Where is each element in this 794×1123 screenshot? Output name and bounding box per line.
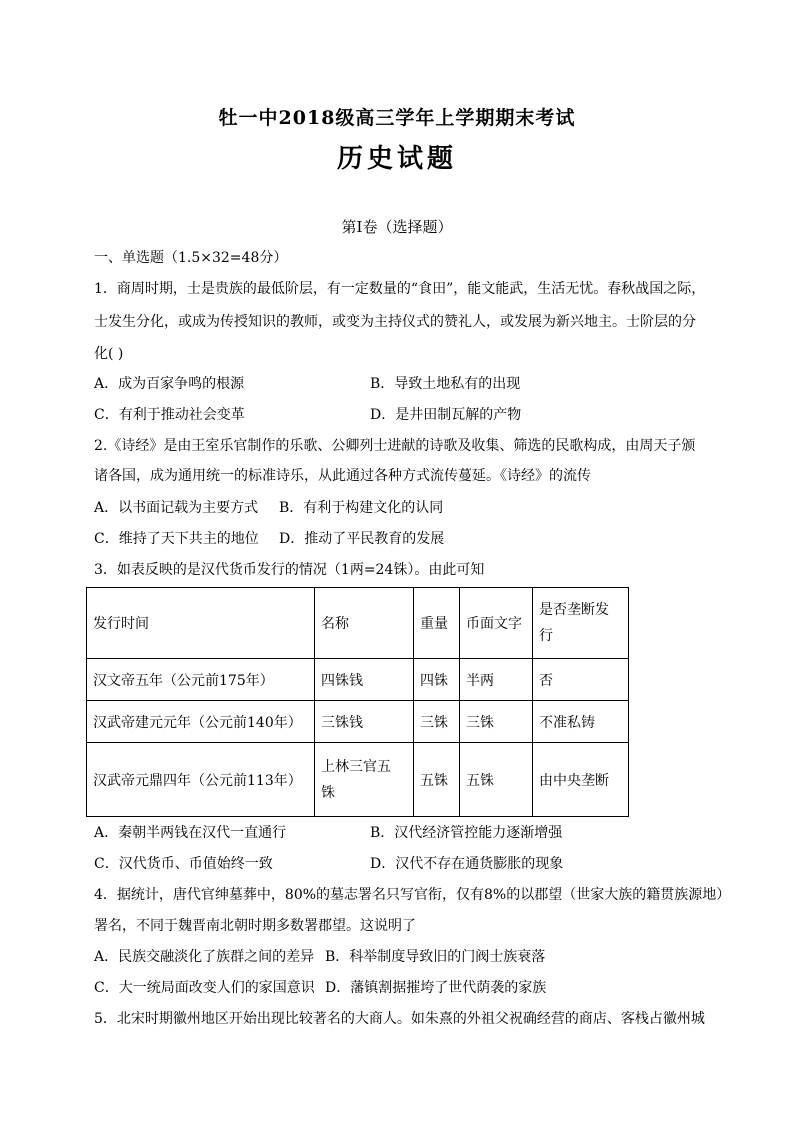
q2-option-b: B．有利于构建文化的认同 bbox=[279, 500, 444, 516]
table-row bbox=[87, 659, 629, 701]
q4-option-c: C．大一统局面改变人们的家国意识 bbox=[94, 980, 315, 996]
header-cell: 重量 bbox=[414, 588, 460, 659]
header-cell: 币面文字 bbox=[460, 588, 533, 659]
header-cell-part: 行 bbox=[539, 628, 553, 644]
exam-title: 牡一中2018级高三学年上学期期末考试 bbox=[218, 107, 576, 129]
table-cell: 不准私铸 bbox=[533, 701, 629, 743]
table-cell-part: 上林三官五 bbox=[321, 758, 391, 775]
header-cell-part: 是否垄断发 bbox=[539, 602, 609, 618]
table-cell: 五铢 bbox=[460, 743, 533, 817]
q4-option-d: D．藩镇割据摧垮了世代荫袭的家族 bbox=[325, 980, 547, 996]
table-cell: 汉文帝五年（公元前175年） bbox=[87, 659, 315, 701]
section-heading: 一、单选题（1.5×32=48分） bbox=[94, 250, 288, 266]
table-header-row bbox=[87, 588, 629, 659]
table-cell: 三铢 bbox=[460, 701, 533, 743]
table-cell: 汉武帝元鼎四年（公元前113年） bbox=[87, 743, 315, 817]
table-row bbox=[87, 743, 629, 817]
q1-option-c: C．有利于推动社会变革 bbox=[94, 407, 245, 423]
q1-line-3: 化( ) bbox=[94, 346, 124, 362]
q3-option-d: D．汉代不存在通货膨胀的现象 bbox=[370, 856, 564, 872]
table-cell: 半两 bbox=[460, 659, 533, 701]
q4-line-2: 署名，不同于魏晋南北朝时期多数署郡望。这说明了 bbox=[94, 918, 416, 934]
q1-line-1: 1．商周时期，士是贵族的最低阶层，有一定数量的“食田”，能文能武，生活无忧。春秋战国之际， bbox=[94, 281, 706, 297]
q4-option-a: A．民族交融淡化了族群之间的差异 bbox=[94, 949, 315, 965]
q2-option-c: C．维持了天下共主的地位 bbox=[94, 531, 259, 547]
table-cell: 由中央垄断 bbox=[533, 743, 629, 817]
currency-table bbox=[86, 587, 629, 817]
table-cell: 四铢钱 bbox=[315, 659, 414, 701]
table-cell: 三铢钱 bbox=[315, 701, 414, 743]
q5-line-1: 5．北宋时期徽州地区开始出现比较著名的大商人。如朱熹的外祖父祝确经营的商店、客栈占徽州城 bbox=[94, 1011, 705, 1027]
table-cell: 三铢 bbox=[414, 701, 460, 743]
table-cell: 否 bbox=[533, 659, 629, 701]
q2-option-d: D．推动了平民教育的发展 bbox=[279, 531, 445, 547]
table-cell: 四铢 bbox=[414, 659, 460, 701]
q1-option-b: B．导致土地私有的出现 bbox=[370, 376, 521, 392]
q2-option-a: A．以书面记载为主要方式 bbox=[94, 500, 259, 516]
q4-option-b: B．科举制度导致旧的门阀士族衰落 bbox=[325, 949, 546, 965]
q4-line-1: 4．据统计，唐代官绅墓葬中，80%的墓志署名只写官衔，仅有8%的以郡望（世家大族的籍贯族源地） bbox=[94, 887, 731, 903]
table-cell-part: 铢 bbox=[321, 784, 335, 801]
table-cell bbox=[315, 743, 414, 817]
q3-stem: 3．如表反映的是汉代货币发行的情况（1两=24铢）。由此可知 bbox=[94, 562, 485, 578]
q1-line-2: 士发生分化，或成为传授知识的教师，或变为主持仪式的赞礼人，或发展为新兴地主。士阶层的分 bbox=[94, 314, 696, 330]
volume-title: 第Ⅰ卷（选择题） bbox=[341, 218, 453, 236]
q3-option-b: B．汉代经济管控能力逐渐增强 bbox=[370, 825, 563, 841]
q3-option-a: A．秦朝半两钱在汉代一直通行 bbox=[94, 825, 287, 841]
table-cell: 五铢 bbox=[414, 743, 460, 817]
header-cell bbox=[533, 588, 629, 659]
q2-line-1: 2.《诗经》是由王室乐官制作的乐歌、公卿列士进献的诗歌及收集、筛选的民歌构成，由周天子颁 bbox=[94, 438, 696, 454]
table-cell: 汉武帝建元元年（公元前140年） bbox=[87, 701, 315, 743]
q2-line-2: 诸各国，成为通用统一的标准诗乐，从此通过各种方式流传蔓延。《诗经》的流传 bbox=[94, 468, 591, 484]
q1-option-a: A．成为百家争鸣的根源 bbox=[94, 376, 245, 392]
header-cell: 名称 bbox=[315, 588, 414, 659]
q1-option-d: D．是井田制瓦解的产物 bbox=[370, 407, 522, 423]
subject-title: 历史试题 bbox=[336, 144, 457, 174]
table-row bbox=[87, 701, 629, 743]
q3-option-c: C．汉代货币、币值始终一致 bbox=[94, 856, 273, 872]
header-cell: 发行时间 bbox=[87, 588, 315, 659]
